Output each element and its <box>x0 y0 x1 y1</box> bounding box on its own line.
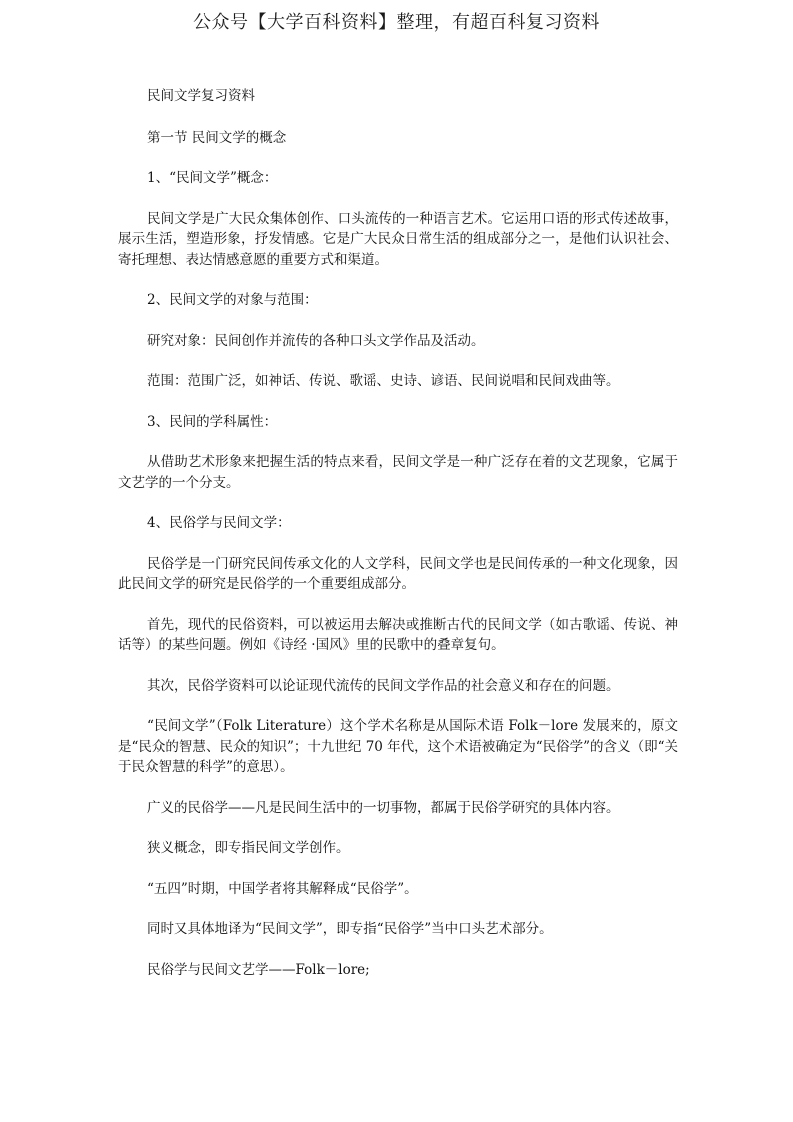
paragraph: 民俗学是一门研究民间传承文化的人文学科，民间文学也是民间传承的一种文化现象，因此民间文学的研究是民俗学的一个重要组成部分。 <box>118 555 678 592</box>
paragraph: 从借助艺术形象来把握生活的特点来看，民间文学是一种广泛存在着的文艺现象，它属于文艺学的一个分支。 <box>118 454 678 491</box>
paragraph: 同时又具体地译为“民间文学”，即专指“民俗学”当中口头艺术部分。 <box>147 921 553 937</box>
paragraph: 广义的民俗学——凡是民间生活中的一切事物，都属于民俗学研究的具体内容。 <box>147 799 620 816</box>
paragraph: 其次，民俗学资料可以论证现代流传的民间文学作品的社会意义和存在的问题。 <box>147 677 620 694</box>
page-header: 公众号【大学百科资料】整理，有超百科复习资料 <box>193 12 600 33</box>
document-title: 民间文学复习资料 <box>147 88 255 104</box>
section-heading: 第一节 民间文学的概念 <box>147 129 287 146</box>
item2-heading: 2、民间文学的对象与范围： <box>147 292 318 308</box>
paragraph: 民间文学是广大民众集体创作、口头流传的一种语言艺术。它运用口语的形式传述故事，展示生活，塑造形象，抒发情感。它是广大民众日常生活的组成部分之一，是他们认识社会、寄托理想、表达情感意愿的重要方式和渠道。 <box>118 210 678 268</box>
item3-heading: 3、民间的学科属性： <box>147 413 278 430</box>
paragraph: 民俗学与民间文艺学——Folk－lore; <box>147 961 370 978</box>
item1-heading: 1、“民间文学”概念： <box>147 170 278 186</box>
paragraph: 范围：范围广泛，如神话、传说、歌谣、史诗、谚语、民间说唱和民间戏曲等。 <box>147 373 620 389</box>
document-body <box>118 86 678 1000</box>
item4-heading: 4、民俗学与民间文学： <box>147 515 291 531</box>
paragraph: 狭义概念，即专指民间文学创作。 <box>147 840 350 856</box>
paragraph: “五四”时期，中国学者将其解释成“民俗学”。 <box>147 880 418 897</box>
paragraph: “民间文学”（Folk Literature）这个学术名称是从国际术语 Folk－lore 发展来的，原文是“民众的智慧、民众的知识”；十九世纪 70 年代，这个术语被确定为“民俗学”的含义（即“关于民众智慧的科学”的意思）。 <box>118 718 678 775</box>
paragraph: 研究对象：民间创作并流传的各种口头文学作品及活动。 <box>147 332 485 349</box>
paragraph: 首先，现代的民俗资料，可以被运用去解决或推断古代的民间文学（如古歌谣、传说、神话等）的某些问题。例如《诗经 ·国风》里的民歌中的叠章复句。 <box>118 616 678 653</box>
